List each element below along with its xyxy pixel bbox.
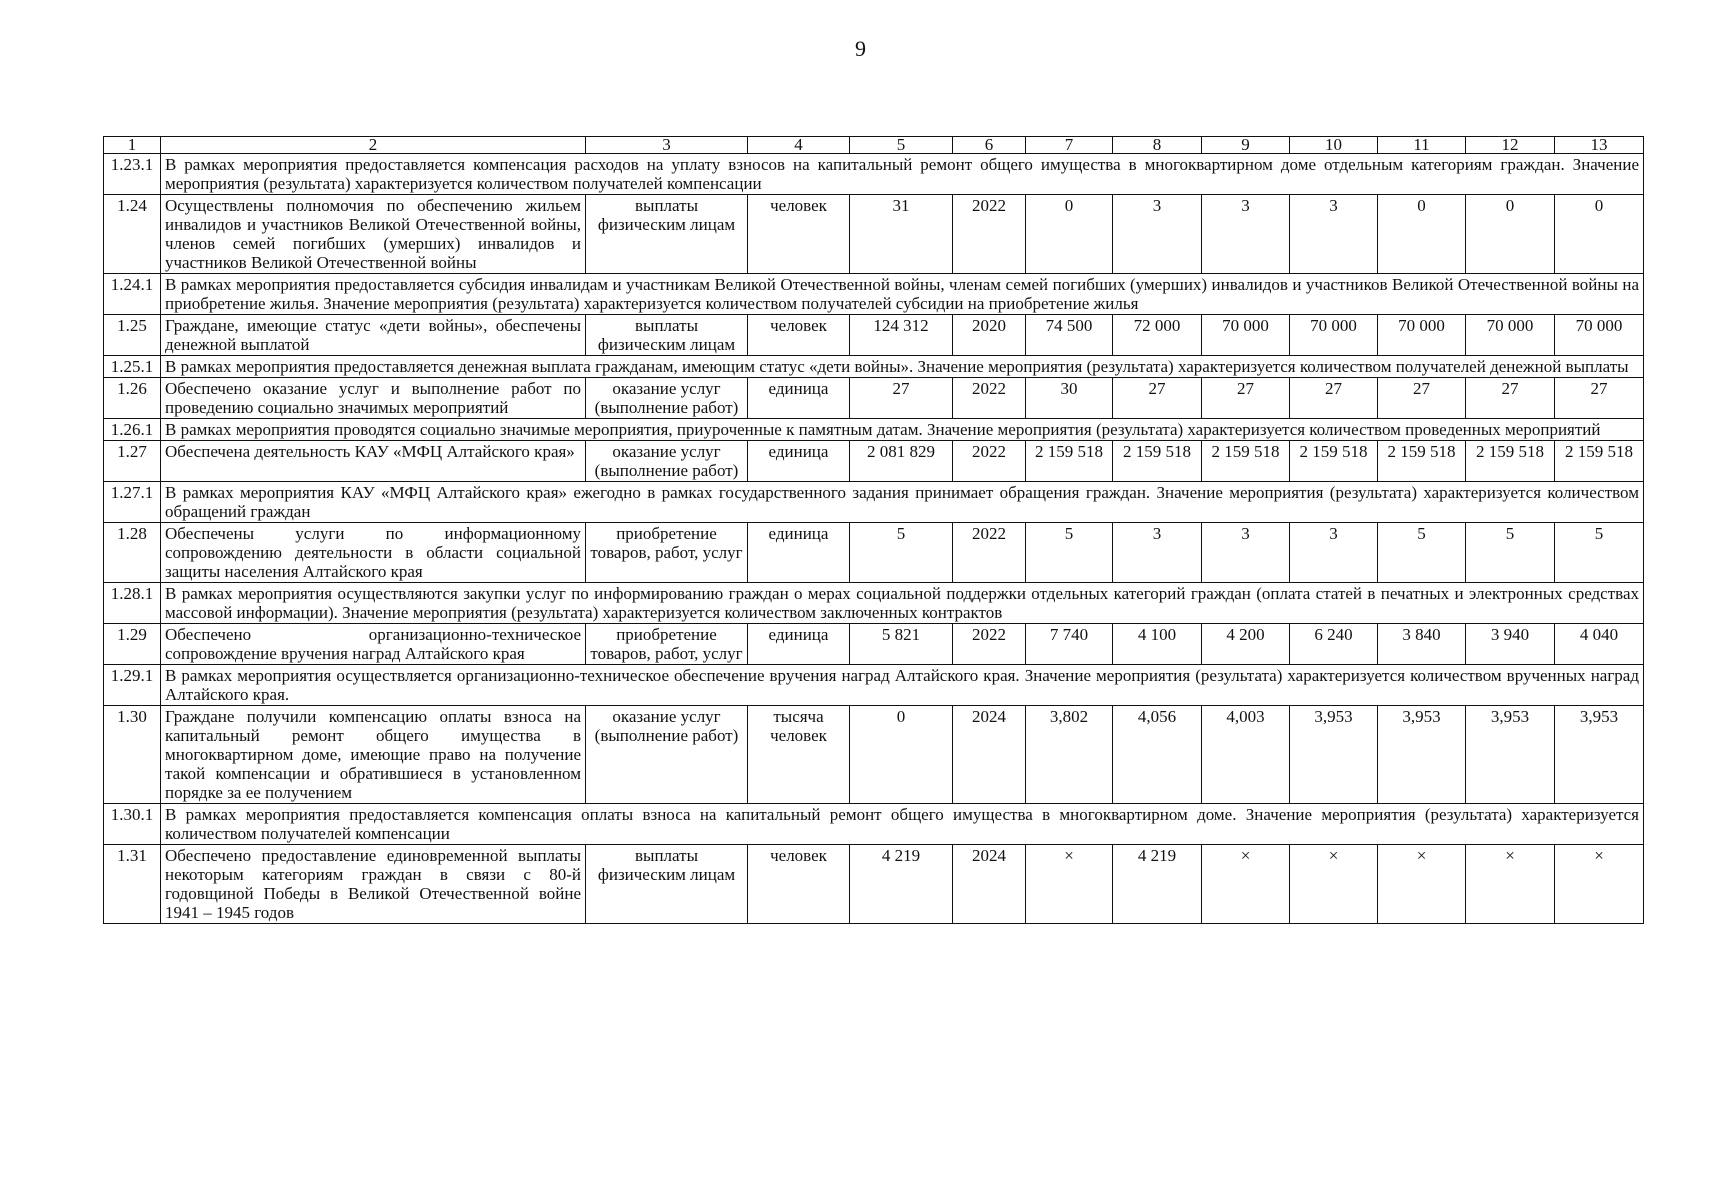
row-number: 1.23.1: [104, 154, 161, 195]
table-row: [104, 845, 1644, 924]
indicator-name: Обеспечено предоставление единовременной выплаты некоторым категориям граждан в связи с 80-й годовщиной Победы в Великой Отечественной войне 1941 – 1945 годов: [161, 845, 586, 924]
value-cell: 2022: [953, 624, 1026, 665]
value-cell: 27: [1113, 378, 1202, 419]
row-description: В рамках мероприятия предоставляется денежная выплата гражданам, имеющим статус «дети войны». Значение мероприятия (результата) характеризуется количеством получателей денежной выплаты: [161, 356, 1644, 378]
table-row: [104, 523, 1644, 583]
page-number: 9: [855, 36, 866, 61]
value-cell: 0: [1026, 195, 1113, 274]
value-cell: 0: [1555, 195, 1644, 274]
value-cell: 70 000: [1378, 315, 1466, 356]
row-number: 1.29: [104, 624, 161, 665]
description-row: [104, 274, 1644, 315]
header-cell: 12: [1466, 137, 1555, 154]
value-cell: 2022: [953, 523, 1026, 583]
value-cell: 27: [1290, 378, 1378, 419]
value-cell: 5: [1555, 523, 1644, 583]
value-cell: 30: [1026, 378, 1113, 419]
row-number: 1.29.1: [104, 665, 161, 706]
value-cell: 70 000: [1202, 315, 1290, 356]
value-cell: 4 100: [1113, 624, 1202, 665]
indicator-name: Граждане, имеющие статус «дети войны», обеспечены денежной выплатой: [161, 315, 586, 356]
indicator-name: Обеспечено оказание услуг и выполнение работ по проведению социально значимых мероприятий: [161, 378, 586, 419]
event-type: приобретение товаров, работ, услуг: [586, 523, 748, 583]
row-description: В рамках мероприятия предоставляется компенсация оплаты взноса на капитальный ремонт общего имущества в многоквартирном доме. Значение мероприятия (результата) характеризуется количеством получателей компенсации: [161, 804, 1644, 845]
value-cell: 4 200: [1202, 624, 1290, 665]
header-cell: 5: [850, 137, 953, 154]
value-cell: ×: [1202, 845, 1290, 924]
description-row: [104, 482, 1644, 523]
row-number: 1.26.1: [104, 419, 161, 441]
value-cell: 27: [1202, 378, 1290, 419]
value-cell: 2024: [953, 845, 1026, 924]
value-cell: 2022: [953, 378, 1026, 419]
description-row: [104, 583, 1644, 624]
description-row: [104, 419, 1644, 441]
value-cell: 3,953: [1378, 706, 1466, 804]
value-cell: 27: [1466, 378, 1555, 419]
event-type: выплаты физическим лицам: [586, 195, 748, 274]
value-cell: 3,802: [1026, 706, 1113, 804]
row-number: 1.28.1: [104, 583, 161, 624]
value-cell: 72 000: [1113, 315, 1202, 356]
header-cell: 10: [1290, 137, 1378, 154]
measure-unit: единица: [748, 624, 850, 665]
value-cell: 4,056: [1113, 706, 1202, 804]
value-cell: 2022: [953, 195, 1026, 274]
measure-unit: тысяча человек: [748, 706, 850, 804]
header-cell: 1: [104, 137, 161, 154]
table-row: [104, 378, 1644, 419]
description-row: [104, 665, 1644, 706]
value-cell: 5: [1026, 523, 1113, 583]
value-cell: 74 500: [1026, 315, 1113, 356]
value-cell: 4 040: [1555, 624, 1644, 665]
value-cell: 2 159 518: [1113, 441, 1202, 482]
header-cell: 7: [1026, 137, 1113, 154]
row-number: 1.25.1: [104, 356, 161, 378]
description-row: [104, 804, 1644, 845]
value-cell: 0: [1378, 195, 1466, 274]
header-cell: 3: [586, 137, 748, 154]
value-cell: 4 219: [1113, 845, 1202, 924]
value-cell: 3: [1113, 523, 1202, 583]
indicator-name: Обеспечено организационно-техническое сопровождение вручения наград Алтайского края: [161, 624, 586, 665]
value-cell: 5: [1466, 523, 1555, 583]
row-number: 1.25: [104, 315, 161, 356]
value-cell: ×: [1290, 845, 1378, 924]
header-cell: 4: [748, 137, 850, 154]
measure-unit: человек: [748, 845, 850, 924]
value-cell: 2 081 829: [850, 441, 953, 482]
row-description: В рамках мероприятия предоставляется компенсация расходов на уплату взносов на капитальный ремонт общего имущества в многоквартирном доме отдельным категориям граждан. Значение мероприятия (результата) характеризуется количеством получателей компенсации: [161, 154, 1644, 195]
row-description: В рамках мероприятия КАУ «МФЦ Алтайского края» ежегодно в рамках государственного задания принимает обращения граждан. Значение мероприятия (результата) характеризуется количеством обращений граждан: [161, 482, 1644, 523]
row-description: В рамках мероприятия проводятся социально значимые мероприятия, приуроченные к памятным датам. Значение мероприятия (результата) характеризуется количеством проведенных мероприятий: [161, 419, 1644, 441]
value-cell: 0: [1466, 195, 1555, 274]
row-number: 1.30: [104, 706, 161, 804]
value-cell: 124 312: [850, 315, 953, 356]
table-row: [104, 441, 1644, 482]
value-cell: 2024: [953, 706, 1026, 804]
value-cell: 70 000: [1466, 315, 1555, 356]
header-cell: 13: [1555, 137, 1644, 154]
measure-unit: единица: [748, 441, 850, 482]
value-cell: 6 240: [1290, 624, 1378, 665]
event-type: оказание услуг (выполнение работ): [586, 706, 748, 804]
indicators-table: [103, 136, 1644, 924]
value-cell: 3: [1202, 195, 1290, 274]
value-cell: 3: [1290, 195, 1378, 274]
value-cell: 70 000: [1290, 315, 1378, 356]
value-cell: 31: [850, 195, 953, 274]
row-number: 1.31: [104, 845, 161, 924]
value-cell: 2020: [953, 315, 1026, 356]
indicator-name: Граждане получили компенсацию оплаты взноса на капитальный ремонт общего имущества в многоквартирном доме, имеющие право на получение такой компенсации и обратившиеся в установленном порядке за ее получением: [161, 706, 586, 804]
row-number: 1.27.1: [104, 482, 161, 523]
header-cell: 6: [953, 137, 1026, 154]
table-row: [104, 624, 1644, 665]
value-cell: 3,953: [1290, 706, 1378, 804]
value-cell: 7 740: [1026, 624, 1113, 665]
row-number: 1.24.1: [104, 274, 161, 315]
row-description: В рамках мероприятия осуществляется организационно-техническое обеспечение вручения наград Алтайского края. Значение мероприятия (результата) характеризуется количеством врученных наград Алтайского края.: [161, 665, 1644, 706]
header-cell: 11: [1378, 137, 1466, 154]
row-number: 1.27: [104, 441, 161, 482]
value-cell: 3: [1113, 195, 1202, 274]
value-cell: 2 159 518: [1378, 441, 1466, 482]
event-type: оказание услуг (выполнение работ): [586, 441, 748, 482]
value-cell: ×: [1378, 845, 1466, 924]
value-cell: 2 159 518: [1202, 441, 1290, 482]
value-cell: 2022: [953, 441, 1026, 482]
indicator-name: Осуществлены полномочия по обеспечению жильем инвалидов и участников Великой Отечественной войны, членов семей погибших (умерших) инвалидов и участников Великой Отечественной войны: [161, 195, 586, 274]
row-description: В рамках мероприятия осуществляются закупки услуг по информированию граждан о мерах социальной поддержки отдельных категорий граждан (оплата статей в печатных и электронных средствах массовой информации). Значение мероприятия (результата) характеризуется количеством заключенных контрактов: [161, 583, 1644, 624]
event-type: выплаты физическим лицам: [586, 315, 748, 356]
row-number: 1.26: [104, 378, 161, 419]
value-cell: 3: [1290, 523, 1378, 583]
value-cell: 2 159 518: [1026, 441, 1113, 482]
value-cell: 2 159 518: [1466, 441, 1555, 482]
value-cell: 3,953: [1466, 706, 1555, 804]
row-description: В рамках мероприятия предоставляется субсидия инвалидам и участникам Великой Отечественной войны, членам семей погибших (умерших) инвалидов и участников Великой Отечественной войны на приобретение жилья. Значение мероприятия (результата) характеризуется количеством получателей субсидии на приобретение жилья: [161, 274, 1644, 315]
value-cell: 2 159 518: [1290, 441, 1378, 482]
value-cell: 5 821: [850, 624, 953, 665]
description-row: [104, 356, 1644, 378]
row-number: 1.30.1: [104, 804, 161, 845]
value-cell: 3 840: [1378, 624, 1466, 665]
measure-unit: единица: [748, 523, 850, 583]
header-cell: 2: [161, 137, 586, 154]
value-cell: 4,003: [1202, 706, 1290, 804]
value-cell: ×: [1466, 845, 1555, 924]
value-cell: 5: [850, 523, 953, 583]
value-cell: ×: [1555, 845, 1644, 924]
header-cell: 8: [1113, 137, 1202, 154]
table-row: [104, 315, 1644, 356]
value-cell: 3,953: [1555, 706, 1644, 804]
value-cell: 27: [1378, 378, 1466, 419]
event-type: выплаты физическим лицам: [586, 845, 748, 924]
description-row: [104, 154, 1644, 195]
table-row: [104, 195, 1644, 274]
value-cell: 3: [1202, 523, 1290, 583]
measure-unit: человек: [748, 195, 850, 274]
value-cell: ×: [1026, 845, 1113, 924]
indicator-name: Обеспечены услуги по информационному сопровождению деятельности в области социальной защиты населения Алтайского края: [161, 523, 586, 583]
row-number: 1.28: [104, 523, 161, 583]
measure-unit: человек: [748, 315, 850, 356]
value-cell: 2 159 518: [1555, 441, 1644, 482]
measure-unit: единица: [748, 378, 850, 419]
value-cell: 70 000: [1555, 315, 1644, 356]
event-type: приобретение товаров, работ, услуг: [586, 624, 748, 665]
value-cell: 27: [1555, 378, 1644, 419]
header-cell: 9: [1202, 137, 1290, 154]
value-cell: 5: [1378, 523, 1466, 583]
indicator-name: Обеспечена деятельность КАУ «МФЦ Алтайского края»: [161, 441, 586, 482]
value-cell: 3 940: [1466, 624, 1555, 665]
event-type: оказание услуг (выполнение работ): [586, 378, 748, 419]
value-cell: 27: [850, 378, 953, 419]
header-row: [104, 137, 1644, 154]
value-cell: 4 219: [850, 845, 953, 924]
row-number: 1.24: [104, 195, 161, 274]
value-cell: 0: [850, 706, 953, 804]
table-row: [104, 706, 1644, 804]
